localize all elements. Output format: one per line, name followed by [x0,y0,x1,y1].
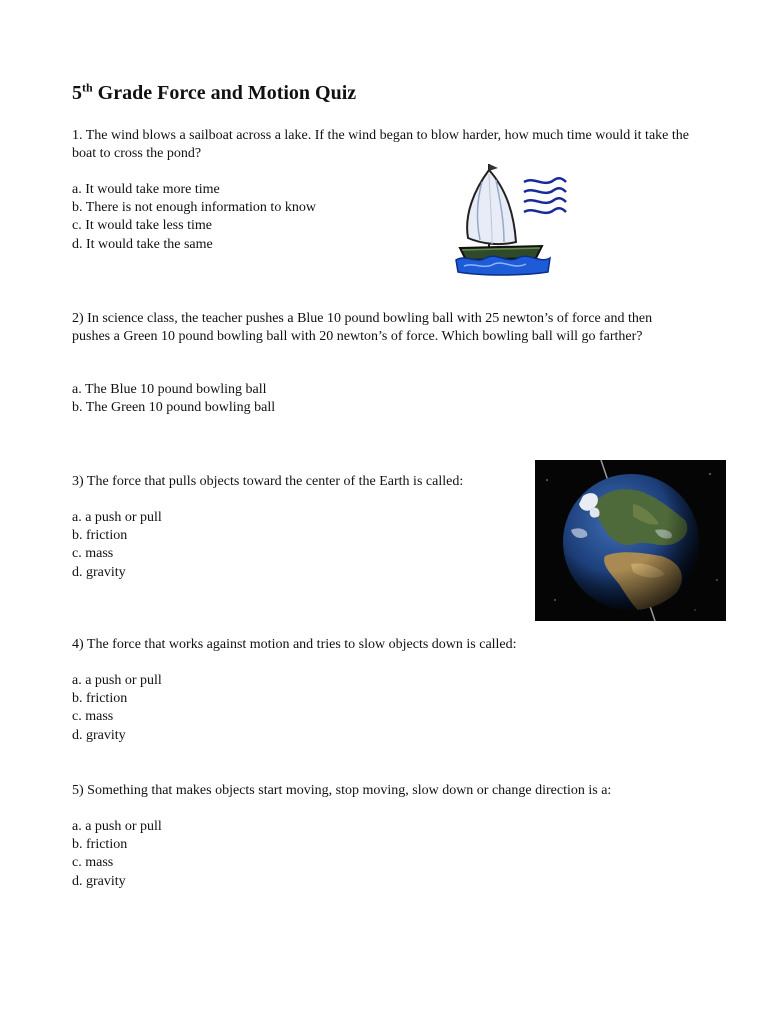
question-1-option-b: b. There is not enough information to know [72,200,316,216]
question-2-option-a: a. The Blue 10 pound bowling ball [72,382,267,397]
question-5-option-b: b. friction [72,837,128,853]
title-rest: Grade Force and Motion Quiz [92,82,357,104]
question-3-option-b: b. friction [72,528,128,544]
question-4-option-a: a. a push or pull [72,673,162,688]
question-1-text: 1. The wind blows a sailboat across a lake. If the wind began to blow harder, how much time would it take the boat to cross the pond? [72,128,689,161]
question-2-text: 2) In science class, the teacher pushes a Blue 10 pound bowling ball with 25 newton’s of force and then pushes a Green 10 pound bowling ball with 20 newton’s of force. Which bowling ball will go farther? [72,311,653,344]
question-5-option-a: a. a push or pull [72,819,162,834]
question-4-options [72,672,162,745]
question-3-option-d: d. gravity [72,564,126,580]
question-3-option-c: c. mass [72,546,114,562]
question-3-option-a: a. a push or pull [72,510,162,525]
question-2-option-b: b. The Green 10 pound bowling ball [72,400,276,416]
question-5-text: 5) Something that makes objects start moving, stop moving, slow down or change direction is a: [72,783,612,798]
sailboat-image [452,160,572,278]
question-4-text: 4) The force that works against motion and tries to slow objects down is called: [72,637,517,652]
question-4-option-c: c. mass [72,709,114,725]
earth-image [535,460,726,621]
question-4-option-d: d. gravity [72,727,126,743]
title-ordinal-suffix: th [82,80,93,95]
question-5-option-c: c. mass [72,855,114,871]
question-5-options [72,818,162,891]
question-1-options [72,181,316,254]
quiz-title [72,82,356,105]
question-3-options [72,509,162,582]
title-ordinal: 5 [72,82,82,104]
question-2-options [72,381,275,417]
question-1-option-c: c. It would take less time [72,218,212,234]
question-1-option-a: a. It would take more time [72,182,220,197]
question-4-option-b: b. friction [72,691,128,707]
question-3-text: 3) The force that pulls objects toward the center of the Earth is called: [72,474,464,489]
question-1-option-d: d. It would take the same [72,236,213,252]
question-5-option-d: d. gravity [72,873,126,889]
